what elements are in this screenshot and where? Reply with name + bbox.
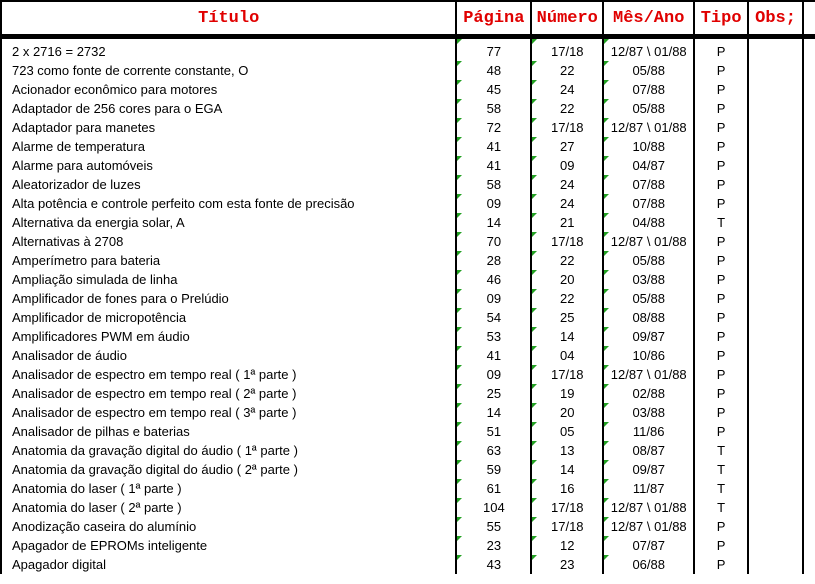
cell-titulo[interactable]: Amplificador de fones para o Prelúdio — [1, 289, 456, 308]
cell-tipo[interactable]: P — [694, 232, 748, 251]
cell-obs[interactable] — [748, 327, 803, 346]
cell-obs[interactable] — [748, 403, 803, 422]
table-row — [1, 118, 815, 137]
cell-pagina[interactable]: 58 — [456, 175, 531, 194]
cell-numero[interactable]: 12 — [531, 536, 603, 555]
cell-numero[interactable]: 24 — [531, 175, 603, 194]
cell-titulo[interactable]: Analisador de espectro em tempo real ( 3ª parte ) — [1, 403, 456, 422]
cell-mes-ano[interactable]: 06/88 — [603, 555, 694, 574]
cell-obs[interactable] — [748, 460, 803, 479]
cell-tipo[interactable]: P — [694, 270, 748, 289]
cell-pagina[interactable]: 14 — [456, 213, 531, 232]
cell-mes-ano[interactable]: 12/87 \ 01/88 — [603, 118, 694, 137]
cell-tipo[interactable]: P — [694, 175, 748, 194]
cell-obs[interactable] — [748, 422, 803, 441]
table-row — [1, 251, 815, 270]
cell-pagina[interactable]: 51 — [456, 422, 531, 441]
header-numero[interactable]: Número — [531, 1, 603, 37]
cell-tipo[interactable]: T — [694, 441, 748, 460]
cell-obs[interactable] — [748, 384, 803, 403]
cell-mes-ano[interactable]: 08/87 — [603, 441, 694, 460]
cell-mes-ano[interactable]: 04/88 — [603, 213, 694, 232]
cell-empty[interactable] — [803, 327, 815, 346]
cell-mes-ano[interactable]: 03/88 — [603, 403, 694, 422]
table-row — [1, 80, 815, 99]
cell-titulo[interactable]: 2 x 2716 = 2732 — [1, 37, 456, 62]
cell-mes-ano[interactable]: 08/88 — [603, 308, 694, 327]
cell-tipo[interactable]: P — [694, 37, 748, 62]
cell-titulo[interactable]: Alternativa da energia solar, A — [1, 213, 456, 232]
cell-pagina[interactable]: 72 — [456, 118, 531, 137]
cell-titulo[interactable]: Anodização caseira do alumínio — [1, 517, 456, 536]
cell-mes-ano[interactable]: 09/87 — [603, 327, 694, 346]
cell-titulo[interactable]: Alta potência e controle perfeito com esta fonte de precisão — [1, 194, 456, 213]
header-obs[interactable]: Obs; — [748, 1, 803, 37]
cell-tipo[interactable]: P — [694, 555, 748, 574]
header-tipo[interactable]: Tipo — [694, 1, 748, 37]
table-row — [1, 460, 815, 479]
cell-tipo[interactable]: P — [694, 156, 748, 175]
cell-numero[interactable]: 14 — [531, 327, 603, 346]
cell-tipo[interactable]: P — [694, 422, 748, 441]
cell-titulo[interactable]: Anatomia da gravação digital do áudio ( 2ª parte ) — [1, 460, 456, 479]
cell-mes-ano[interactable]: 07/88 — [603, 175, 694, 194]
cell-numero[interactable]: 23 — [531, 555, 603, 574]
cell-pagina[interactable]: 25 — [456, 384, 531, 403]
cell-titulo[interactable]: Analisador de áudio — [1, 346, 456, 365]
cell-pagina[interactable]: 09 — [456, 194, 531, 213]
cell-pagina[interactable]: 61 — [456, 479, 531, 498]
cell-pagina[interactable]: 09 — [456, 289, 531, 308]
cell-empty[interactable] — [803, 175, 815, 194]
cell-mes-ano[interactable]: 09/87 — [603, 460, 694, 479]
table-row — [1, 37, 815, 62]
cell-obs[interactable] — [748, 175, 803, 194]
cell-obs[interactable] — [748, 194, 803, 213]
table-row — [1, 498, 815, 517]
cell-obs[interactable] — [748, 251, 803, 270]
cell-obs[interactable] — [748, 365, 803, 384]
cell-pagina[interactable]: 104 — [456, 498, 531, 517]
table-row — [1, 232, 815, 251]
table-row — [1, 156, 815, 175]
table-row — [1, 479, 815, 498]
cell-pagina[interactable]: 45 — [456, 80, 531, 99]
cell-numero[interactable]: 20 — [531, 403, 603, 422]
cell-tipo[interactable]: T — [694, 460, 748, 479]
cell-obs[interactable] — [748, 156, 803, 175]
cell-pagina[interactable]: 41 — [456, 137, 531, 156]
cell-obs[interactable] — [748, 270, 803, 289]
cell-empty[interactable] — [803, 422, 815, 441]
table-row — [1, 403, 815, 422]
cell-tipo[interactable]: P — [694, 80, 748, 99]
cell-numero[interactable]: 17/18 — [531, 118, 603, 137]
table-row — [1, 422, 815, 441]
cell-empty[interactable] — [803, 384, 815, 403]
cell-mes-ano[interactable]: 07/87 — [603, 536, 694, 555]
cell-titulo[interactable]: Anatomia da gravação digital do áudio ( 1ª parte ) — [1, 441, 456, 460]
table-row — [1, 308, 815, 327]
cell-mes-ano[interactable]: 03/88 — [603, 270, 694, 289]
cell-titulo[interactable]: Alarme de temperatura — [1, 137, 456, 156]
cell-titulo[interactable]: Amplificadores PWM em áudio — [1, 327, 456, 346]
table-row — [1, 175, 815, 194]
cell-empty[interactable] — [803, 137, 815, 156]
cell-tipo[interactable]: T — [694, 213, 748, 232]
cell-pagina[interactable]: 58 — [456, 99, 531, 118]
table-row — [1, 384, 815, 403]
cell-empty[interactable] — [803, 61, 815, 80]
cell-tipo[interactable]: P — [694, 289, 748, 308]
cell-tipo[interactable]: P — [694, 517, 748, 536]
cell-empty[interactable] — [803, 156, 815, 175]
cell-empty[interactable] — [803, 460, 815, 479]
cell-numero[interactable]: 27 — [531, 137, 603, 156]
cell-obs[interactable] — [748, 498, 803, 517]
cell-mes-ano[interactable]: 05/88 — [603, 289, 694, 308]
cell-pagina[interactable]: 41 — [456, 156, 531, 175]
cell-pagina[interactable]: 46 — [456, 270, 531, 289]
cell-pagina[interactable]: 54 — [456, 308, 531, 327]
cell-titulo[interactable]: Aleatorizador de luzes — [1, 175, 456, 194]
cell-titulo[interactable]: Alternativas à 2708 — [1, 232, 456, 251]
cell-tipo[interactable]: P — [694, 61, 748, 80]
cell-titulo[interactable]: Apagador digital — [1, 555, 456, 574]
cell-mes-ano[interactable]: 02/88 — [603, 384, 694, 403]
table-row — [1, 61, 815, 80]
cell-numero[interactable]: 16 — [531, 479, 603, 498]
cell-empty[interactable] — [803, 536, 815, 555]
cell-titulo[interactable]: Amperímetro para bateria — [1, 251, 456, 270]
cell-empty[interactable] — [803, 555, 815, 574]
table-row — [1, 99, 815, 118]
cell-numero[interactable]: 17/18 — [531, 365, 603, 384]
cell-pagina[interactable]: 77 — [456, 37, 531, 62]
table-row — [1, 441, 815, 460]
cell-mes-ano[interactable]: 12/87 \ 01/88 — [603, 517, 694, 536]
cell-empty[interactable] — [803, 517, 815, 536]
header-titulo[interactable]: Título — [1, 1, 456, 37]
cell-obs[interactable] — [748, 517, 803, 536]
cell-obs[interactable] — [748, 346, 803, 365]
cell-pagina[interactable]: 28 — [456, 251, 531, 270]
cell-numero[interactable]: 19 — [531, 384, 603, 403]
cell-empty[interactable] — [803, 479, 815, 498]
cell-tipo[interactable]: P — [694, 118, 748, 137]
cell-pagina[interactable]: 70 — [456, 232, 531, 251]
header-pagina[interactable]: Página — [456, 1, 531, 37]
cell-numero[interactable]: 22 — [531, 99, 603, 118]
cell-pagina[interactable]: 48 — [456, 61, 531, 80]
cell-empty[interactable] — [803, 498, 815, 517]
cell-mes-ano[interactable]: 12/87 \ 01/88 — [603, 232, 694, 251]
cell-pagina[interactable]: 09 — [456, 365, 531, 384]
cell-obs[interactable] — [748, 213, 803, 232]
cell-titulo[interactable]: 723 como fonte de corrente constante, O — [1, 61, 456, 80]
cell-obs[interactable] — [748, 137, 803, 156]
cell-empty[interactable] — [803, 232, 815, 251]
cell-empty[interactable] — [803, 80, 815, 99]
table-row — [1, 555, 815, 574]
cell-empty[interactable] — [803, 365, 815, 384]
cell-obs[interactable] — [748, 37, 803, 62]
cell-numero[interactable]: 17/18 — [531, 37, 603, 62]
cell-empty[interactable] — [803, 346, 815, 365]
cell-empty[interactable] — [803, 403, 815, 422]
cell-numero[interactable]: 24 — [531, 80, 603, 99]
table-row — [1, 327, 815, 346]
cell-titulo[interactable]: Ampliação simulada de linha — [1, 270, 456, 289]
cell-empty[interactable] — [803, 213, 815, 232]
cell-pagina[interactable]: 59 — [456, 460, 531, 479]
cell-obs[interactable] — [748, 479, 803, 498]
table-row — [1, 194, 815, 213]
cell-titulo[interactable]: Adaptador para manetes — [1, 118, 456, 137]
cell-numero[interactable]: 13 — [531, 441, 603, 460]
cell-pagina[interactable]: 55 — [456, 517, 531, 536]
cell-numero[interactable]: 22 — [531, 61, 603, 80]
cell-pagina[interactable]: 43 — [456, 555, 531, 574]
cell-obs[interactable] — [748, 118, 803, 137]
cell-empty[interactable] — [803, 441, 815, 460]
cell-titulo[interactable]: Adaptador de 256 cores para o EGA — [1, 99, 456, 118]
cell-obs[interactable] — [748, 99, 803, 118]
cell-titulo[interactable]: Analisador de pilhas e baterias — [1, 422, 456, 441]
cell-numero[interactable]: 22 — [531, 289, 603, 308]
cell-numero[interactable]: 20 — [531, 270, 603, 289]
cell-tipo[interactable]: P — [694, 251, 748, 270]
cell-empty[interactable] — [803, 37, 815, 62]
cell-mes-ano[interactable]: 10/88 — [603, 137, 694, 156]
table-row — [1, 517, 815, 536]
cell-obs[interactable] — [748, 555, 803, 574]
cell-titulo[interactable]: Alarme para automóveis — [1, 156, 456, 175]
cell-obs[interactable] — [748, 232, 803, 251]
cell-titulo[interactable]: Apagador de EPROMs inteligente — [1, 536, 456, 555]
cell-pagina[interactable]: 14 — [456, 403, 531, 422]
cell-mes-ano[interactable]: 11/87 — [603, 479, 694, 498]
cell-obs[interactable] — [748, 61, 803, 80]
cell-numero[interactable]: 25 — [531, 308, 603, 327]
cell-mes-ano[interactable]: 05/88 — [603, 99, 694, 118]
cell-numero[interactable]: 24 — [531, 194, 603, 213]
cell-obs[interactable] — [748, 80, 803, 99]
cell-numero[interactable]: 22 — [531, 251, 603, 270]
cell-mes-ano[interactable]: 05/88 — [603, 61, 694, 80]
cell-tipo[interactable]: P — [694, 536, 748, 555]
table-row — [1, 289, 815, 308]
cell-obs[interactable] — [748, 441, 803, 460]
cell-empty[interactable] — [803, 308, 815, 327]
cell-pagina[interactable]: 41 — [456, 346, 531, 365]
table-row — [1, 365, 815, 384]
cell-mes-ano[interactable]: 12/87 \ 01/88 — [603, 365, 694, 384]
cell-tipo[interactable]: P — [694, 346, 748, 365]
cell-empty[interactable] — [803, 289, 815, 308]
table-row — [1, 270, 815, 289]
cell-tipo[interactable]: T — [694, 479, 748, 498]
cell-empty[interactable] — [803, 99, 815, 118]
cell-numero[interactable]: 17/18 — [531, 498, 603, 517]
cell-titulo[interactable]: Anatomia do laser ( 2ª parte ) — [1, 498, 456, 517]
header-empty[interactable] — [803, 1, 815, 37]
cell-numero[interactable]: 09 — [531, 156, 603, 175]
cell-empty[interactable] — [803, 194, 815, 213]
cell-empty[interactable] — [803, 251, 815, 270]
cell-mes-ano[interactable]: 11/86 — [603, 422, 694, 441]
cell-pagina[interactable]: 63 — [456, 441, 531, 460]
cell-mes-ano[interactable]: 04/87 — [603, 156, 694, 175]
cell-tipo[interactable]: P — [694, 384, 748, 403]
cell-titulo[interactable]: Anatomia do laser ( 1ª parte ) — [1, 479, 456, 498]
cell-mes-ano[interactable]: 07/88 — [603, 80, 694, 99]
cell-mes-ano[interactable]: 05/88 — [603, 251, 694, 270]
cell-numero[interactable]: 21 — [531, 213, 603, 232]
cell-obs[interactable] — [748, 536, 803, 555]
cell-obs[interactable] — [748, 289, 803, 308]
cell-numero[interactable]: 14 — [531, 460, 603, 479]
cell-numero[interactable]: 17/18 — [531, 232, 603, 251]
cell-empty[interactable] — [803, 118, 815, 137]
cell-titulo[interactable]: Acionador econômico para motores — [1, 80, 456, 99]
cell-numero[interactable]: 05 — [531, 422, 603, 441]
header-mes-ano[interactable]: Mês/Ano — [603, 1, 694, 37]
cell-pagina[interactable]: 23 — [456, 536, 531, 555]
table-row — [1, 137, 815, 156]
cell-empty[interactable] — [803, 270, 815, 289]
table-row — [1, 536, 815, 555]
cell-tipo[interactable]: P — [694, 194, 748, 213]
cell-tipo[interactable]: P — [694, 403, 748, 422]
cell-mes-ano[interactable]: 10/86 — [603, 346, 694, 365]
cell-numero[interactable]: 04 — [531, 346, 603, 365]
cell-mes-ano[interactable]: 12/87 \ 01/88 — [603, 37, 694, 62]
cell-mes-ano[interactable]: 07/88 — [603, 194, 694, 213]
cell-tipo[interactable]: P — [694, 365, 748, 384]
cell-tipo[interactable]: P — [694, 137, 748, 156]
cell-tipo[interactable]: P — [694, 99, 748, 118]
cell-obs[interactable] — [748, 308, 803, 327]
table-row — [1, 346, 815, 365]
cell-numero[interactable]: 17/18 — [531, 517, 603, 536]
cell-pagina[interactable]: 53 — [456, 327, 531, 346]
cell-tipo[interactable]: P — [694, 308, 748, 327]
header-row — [1, 1, 815, 37]
cell-titulo[interactable]: Analisador de espectro em tempo real ( 2ª parte ) — [1, 384, 456, 403]
table-row — [1, 213, 815, 232]
cell-titulo[interactable]: Analisador de espectro em tempo real ( 1ª parte ) — [1, 365, 456, 384]
cell-mes-ano[interactable]: 12/87 \ 01/88 — [603, 498, 694, 517]
cell-tipo[interactable]: T — [694, 498, 748, 517]
cell-tipo[interactable]: P — [694, 327, 748, 346]
cell-titulo[interactable]: Amplificador de micropotência — [1, 308, 456, 327]
